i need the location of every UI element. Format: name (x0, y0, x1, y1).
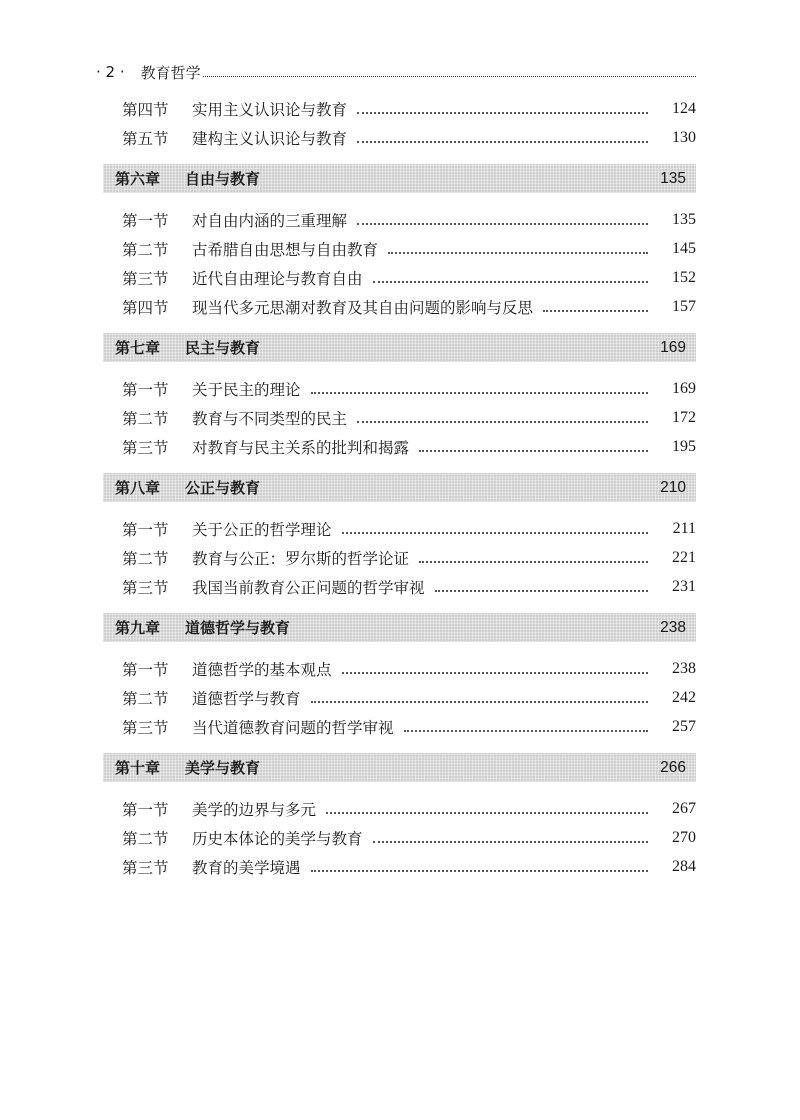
section-title: 关于公正的哲学理论 (192, 520, 332, 539)
section-title: 历史本体论的美学与教育 (192, 829, 363, 848)
dot-leader (404, 730, 648, 732)
dot-leader (311, 870, 648, 872)
section-title: 道德哲学的基本观点 (192, 660, 332, 679)
section-number: 第二节 (122, 689, 169, 708)
chapter-number: 第十章 (115, 759, 161, 777)
toc-section-entry (122, 572, 696, 601)
toc-section-entry (122, 432, 696, 461)
toc-section-entry (122, 794, 696, 823)
dot-leader (373, 841, 648, 843)
section-page-number: 157 (672, 297, 696, 315)
header-dotted-rule (203, 76, 696, 77)
toc-section-entry (122, 852, 696, 881)
section-number: 第四节 (122, 100, 169, 119)
section-number: 第一节 (122, 800, 169, 819)
toc-section-entry (122, 654, 696, 683)
section-number: 第三节 (122, 578, 169, 597)
section-title: 我国当前教育公正问题的哲学审视 (192, 578, 425, 597)
section-title: 教育的美学境遇 (192, 858, 301, 877)
section-number: 第三节 (122, 438, 169, 457)
section-page-number: 242 (672, 688, 696, 706)
page-number: · 2 · (96, 63, 125, 81)
section-page-number: 270 (672, 828, 696, 846)
toc-chapter-heading (103, 333, 696, 362)
toc-section-entry (122, 205, 696, 234)
chapter-title: 公正与教育 (185, 479, 261, 497)
chapter-title: 自由与教育 (185, 170, 261, 188)
toc-section-entry (122, 123, 696, 152)
section-page-number: 172 (672, 408, 696, 426)
toc-section-entry (122, 823, 696, 852)
section-title: 建构主义认识论与教育 (192, 129, 348, 148)
dot-leader (419, 561, 648, 563)
toc-section-entry (122, 263, 696, 292)
dot-leader (357, 112, 648, 114)
section-title: 美学的边界与多元 (192, 800, 317, 819)
section-page-number: 145 (672, 239, 696, 257)
section-number: 第三节 (122, 718, 169, 737)
chapter-title: 道德哲学与教育 (185, 619, 291, 637)
toc-section-entry (122, 234, 696, 263)
toc-chapter-heading (103, 613, 696, 642)
section-number: 第二节 (122, 829, 169, 848)
dot-leader (388, 252, 648, 254)
chapter-number: 第六章 (115, 170, 161, 188)
running-header (96, 60, 696, 84)
section-title: 关于民主的理论 (192, 380, 301, 399)
section-page-number: 257 (672, 717, 696, 735)
toc-section-entry (122, 374, 696, 403)
section-page-number: 135 (672, 210, 696, 228)
section-page-number: 152 (672, 268, 696, 286)
toc-chapter-heading (103, 164, 696, 193)
section-title: 近代自由理论与教育自由 (192, 269, 363, 288)
toc-section-entry (122, 683, 696, 712)
chapter-page-number: 210 (660, 478, 686, 496)
section-number: 第一节 (122, 660, 169, 679)
section-number: 第四节 (122, 298, 169, 317)
section-title: 对自由内涵的三重理解 (192, 211, 348, 230)
section-page-number: 130 (672, 128, 696, 146)
section-title: 现当代多元思潮对教育及其自由问题的影响与反思 (192, 298, 534, 317)
section-number: 第三节 (122, 858, 169, 877)
dot-leader (373, 281, 648, 283)
chapter-number: 第八章 (115, 479, 161, 497)
section-page-number: 284 (672, 857, 696, 875)
section-title: 实用主义认识论与教育 (192, 100, 348, 119)
section-title: 道德哲学与教育 (192, 689, 301, 708)
section-number: 第二节 (122, 549, 169, 568)
dot-leader (357, 223, 648, 225)
section-number: 第二节 (122, 240, 169, 259)
dot-leader (342, 672, 648, 674)
toc-section-entry (122, 292, 696, 321)
section-title: 教育与不同类型的民主 (192, 409, 348, 428)
toc-chapter-heading (103, 473, 696, 502)
book-title: 教育哲学 (140, 63, 201, 82)
chapter-page-number: 169 (660, 338, 686, 356)
section-page-number: 231 (672, 577, 696, 595)
chapter-page-number: 238 (660, 618, 686, 636)
dot-leader (419, 450, 648, 452)
section-number: 第二节 (122, 409, 169, 428)
table-of-contents (103, 94, 696, 881)
section-number: 第五节 (122, 129, 169, 148)
dot-leader (435, 590, 648, 592)
section-title: 教育与公正：罗尔斯的哲学论证 (192, 549, 410, 568)
section-number: 第一节 (122, 211, 169, 230)
dot-leader (543, 310, 648, 312)
section-page-number: 221 (672, 548, 696, 566)
section-title: 对教育与民主关系的批判和揭露 (192, 438, 410, 457)
section-number: 第一节 (122, 520, 169, 539)
chapter-number: 第九章 (115, 619, 161, 637)
toc-section-entry (122, 403, 696, 432)
section-number: 第三节 (122, 269, 169, 288)
dot-leader (311, 392, 648, 394)
section-title: 当代道德教育问题的哲学审视 (192, 718, 394, 737)
toc-section-entry (122, 514, 696, 543)
chapter-page-number: 266 (660, 758, 686, 776)
chapter-number: 第七章 (115, 339, 161, 357)
section-page-number: 267 (672, 799, 696, 817)
chapter-page-number: 135 (660, 169, 686, 187)
section-page-number: 211 (672, 519, 696, 537)
dot-leader (357, 421, 648, 423)
chapter-title: 美学与教育 (185, 759, 261, 777)
toc-section-entry (122, 94, 696, 123)
toc-chapter-heading (103, 753, 696, 782)
section-page-number: 124 (672, 99, 696, 117)
section-page-number: 238 (672, 659, 696, 677)
dot-leader (357, 141, 648, 143)
toc-section-entry (122, 543, 696, 572)
section-title: 古希腊自由思想与自由教育 (192, 240, 379, 259)
dot-leader (326, 812, 648, 814)
section-page-number: 169 (672, 379, 696, 397)
section-number: 第一节 (122, 380, 169, 399)
dot-leader (342, 532, 648, 534)
dot-leader (311, 701, 648, 703)
chapter-title: 民主与教育 (185, 339, 261, 357)
toc-section-entry (122, 712, 696, 741)
section-page-number: 195 (672, 437, 696, 455)
